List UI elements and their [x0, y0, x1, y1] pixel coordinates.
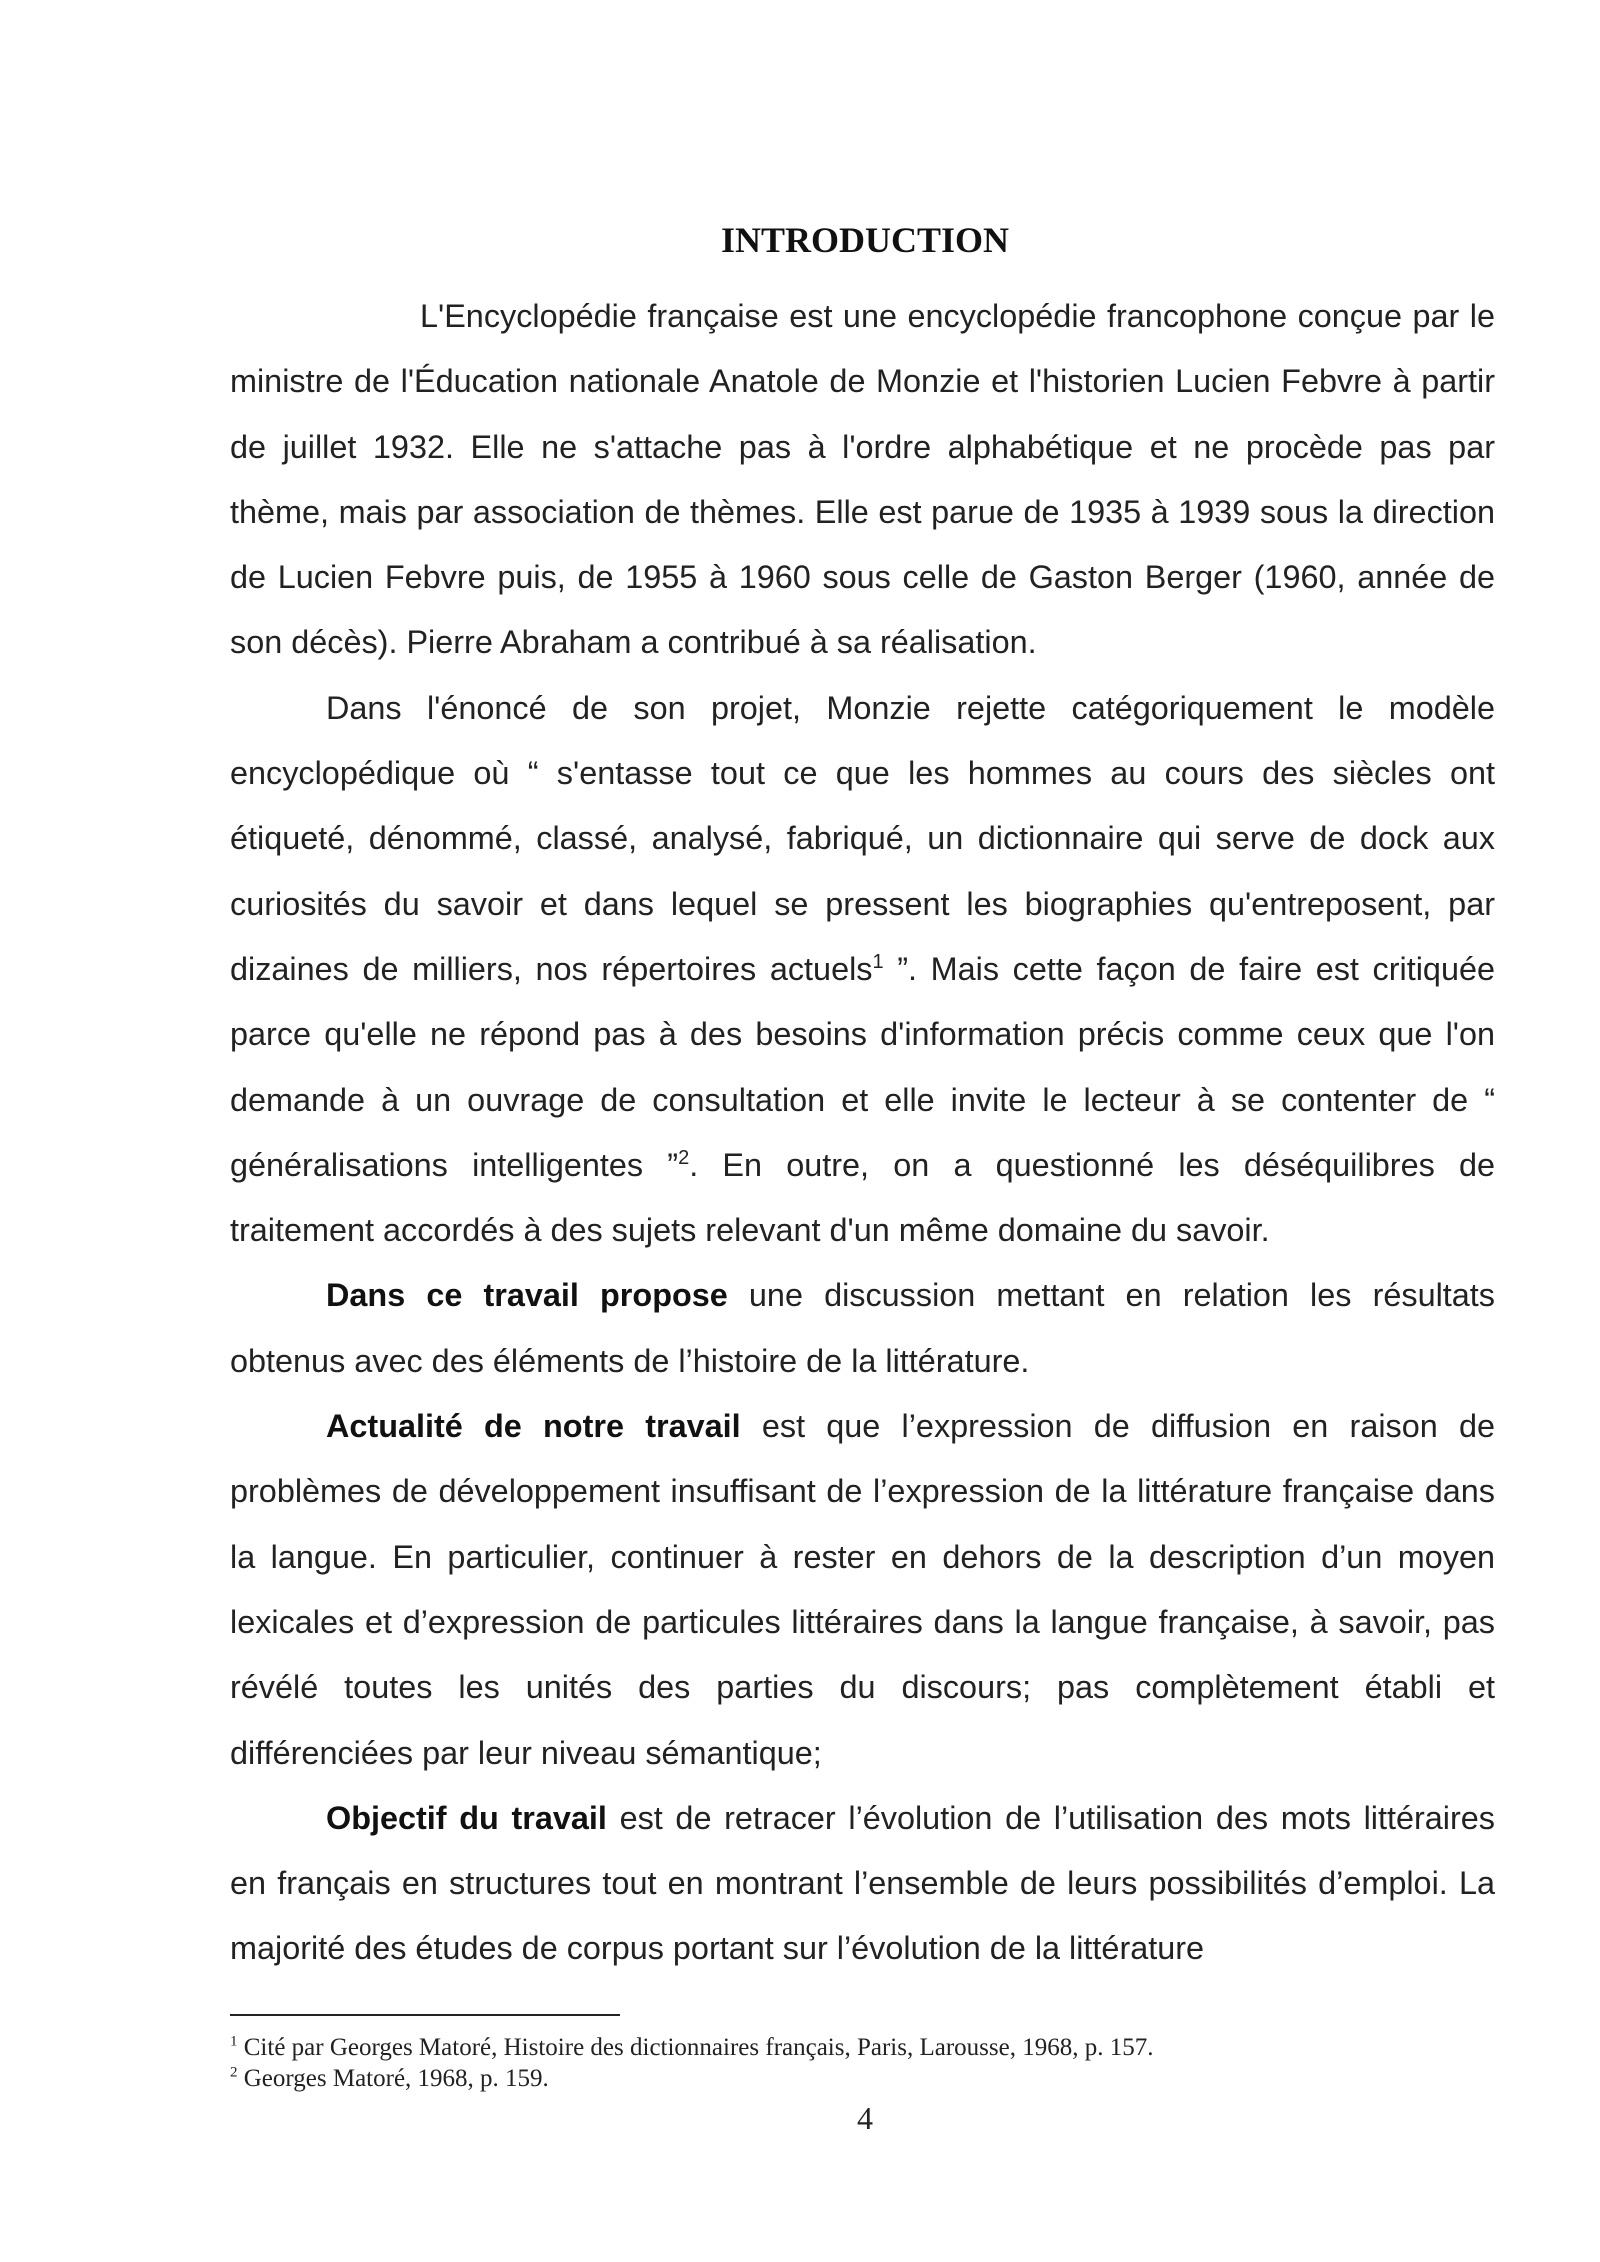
paragraph-4-bold-lead: Actualité de notre travail [326, 1408, 741, 1445]
paragraph-3 [230, 1263, 1495, 1394]
paragraph-5-bold-lead: Objectif du travail [326, 1799, 607, 1836]
paragraph-3-bold-lead: Dans ce travail propose [326, 1277, 728, 1314]
footnote-1-text: Cité par Georges Matoré, Histoire des dictionnaires français, Paris, Larousse, 1968, p. 157. [237, 2034, 1154, 2061]
footnote-reference-1[interactable]: 1 [872, 951, 884, 974]
page-title: INTRODUCTION [720, 220, 1010, 260]
footnote-1-marker: 1 [230, 2033, 238, 2050]
body-text [230, 284, 1495, 1982]
paragraph-2-text-part-2: ”. Mais cette façon de faire est critiquée parce qu'elle ne répond pas à des besoins d'information précis comme ceux que l'on demande à un ouvrage de consultation et elle invite le lecteur à se contenter de “ généralisations intelligentes ” [230, 950, 1495, 1183]
paragraph-2 [230, 676, 1495, 1264]
paragraph-3-text: une discussion mettant en relation les résultats obtenus avec des éléments de l’histoire de la littérature. [230, 1277, 1495, 1379]
paragraph-5 [230, 1786, 1495, 1982]
paragraph-4 [230, 1394, 1495, 1786]
paragraph-2-text-part-1: Dans l'énoncé de son projet, Monzie rejette catégoriquement le modèle encyclopédique où “ s'entasse tout ce que les hommes au cours des siècles ont étiqueté, dénommé, classé, analysé, fabriqué, un dictionnaire qui serve de dock aux curiosités du savoir et dans lequel se pressent les biographies qu'entreposent, par dizaines de milliers, nos répertoires actuels [230, 689, 1495, 987]
paragraph-2-text-part-3: . En outre, on a questionné les déséquilibres de traitement accordés à des sujets relevant d'un même domaine du savoir. [230, 1146, 1495, 1249]
footnote-2-text: Georges Matoré, 1968, p. 159. [237, 2065, 549, 2092]
footnote-2 [230, 2063, 1495, 2094]
footnote-separator [230, 2014, 620, 2016]
paragraph-1 [230, 284, 1495, 676]
paragraph-5-text: est de retracer l’évolution de l’utilisation des mots littéraires en français en structures tout en montrant l’ensemble de leurs possibilités d’emploi. La majorité des études de corpus portant sur l’évolution de la littérature [230, 1799, 1495, 1967]
page-number: 4 [857, 2100, 873, 2136]
footnote-reference-2[interactable]: 2 [678, 1147, 690, 1170]
footnote-1 [230, 2032, 1495, 2063]
paragraph-4-text: est que l’expression de diffusion en raison de problèmes de développement insuffisant de l’expression de la littérature française dans la langue. En particulier, continuer à rester en dehors de la description d’un moyen lexicales et d’expression de particules littéraires dans la langue française, à savoir, pas révélé toutes les unités des parties du discours; pas complètement établi et différenciées par leur niveau sémantique; [230, 1408, 1495, 1771]
paragraph-1-text: L'Encyclopédie française est une encyclopédie francophone conçue par le ministre de l'Éducation nationale Anatole de Monzie et l'historien Lucien Febvre à partir de juillet 1932. Elle ne s'attache pas à l'ordre alphabétique et ne procède pas par thème, mais par association de thèmes. Elle est parue de 1935 à 1939 sous la direction de Lucien Febvre puis, de 1955 à 1960 sous celle de Gaston Berger (1960, année de son décès). Pierre Abraham a contribué à sa réalisation. [230, 298, 1495, 661]
footnote-2-marker: 2 [230, 2064, 238, 2081]
footnotes [230, 2032, 1495, 2094]
